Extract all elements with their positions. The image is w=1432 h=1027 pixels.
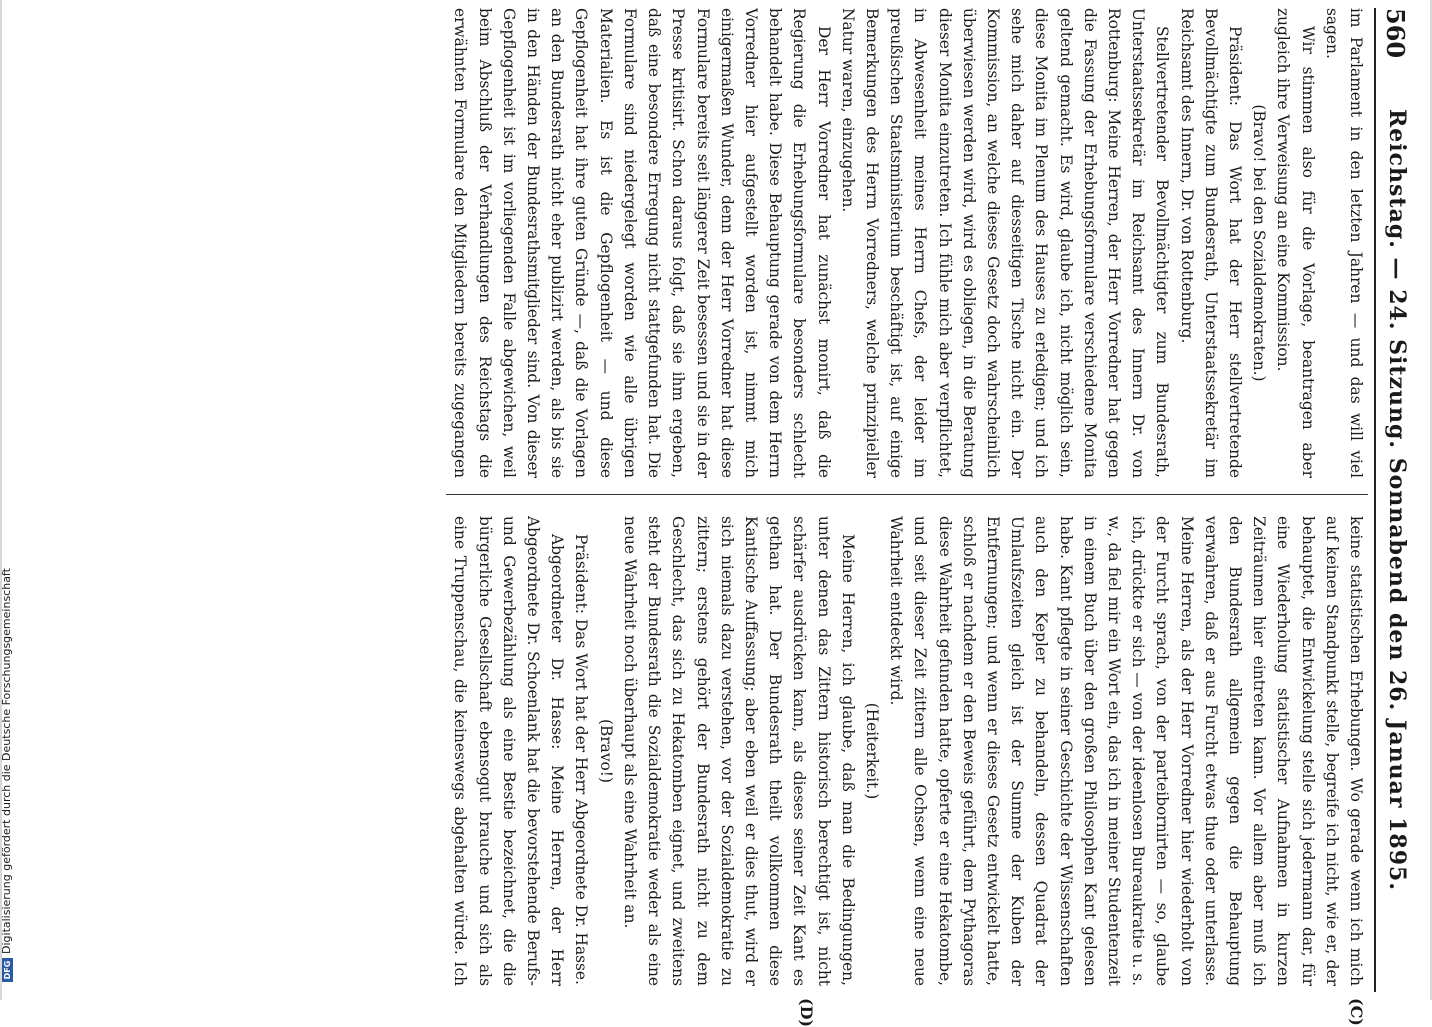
page-number: 560	[1381, 8, 1410, 59]
right-text-column	[446, 516, 1368, 986]
digitization-footer	[0, 568, 13, 982]
header-rule	[1374, 8, 1376, 992]
left-text-column	[446, 8, 1368, 478]
paragraph: Präsident: Das Wort hat der Herr Abgeordnete Dr. Hasse.	[572, 534, 591, 985]
paragraph: im Parlament in den letzten Jahren — und das will viel sagen.	[1322, 8, 1365, 478]
margin-marker-d: (D)	[797, 998, 816, 1027]
footer-text: Digitalisierung gefördert durch die Deutsche Forschungsgemeinschaft	[0, 568, 13, 954]
stage-direction: (Bravo!)	[596, 719, 615, 783]
margin-marker-b	[797, 0, 816, 1]
margin-marker-c: (C)	[1347, 998, 1366, 1026]
paragraph: Präsident: Das Wort hat der Herr stellvertretende Bevollmächtigte zum Bundesrath, Unterstaatssekretär im Reichsamt des Innern, Dr. von Rottenburg.	[1177, 8, 1244, 478]
paragraph: Der Herr Vorredner hat zunächst monirt, daß die Regierung die Erhebungsformulare besonders schlecht behandelt habe. Diese Behauptung gerade von dem Herrn Vorredner hier aufgestellt worden ist, nimmt mich einigermaßen Wunder, denn der Herr Vorredner hat diese Formulare bereits seit längerer Zeit besessen und sie in der Presse kritisirt. Schon daraus folgt, daß sie ihm ergeben, daß eine besondere Erregung nicht stattgefunden hat. Die Formulare sind niedergelegt worden wie alle übrigen Materialien. Es ist die Gepflogenheit — und diese Gepflogenheit hat ihre guten Gründe —, daß die Vorlagen an den Bundesrath nicht eher publizirt werden, als bis sie in den Händen der Bundesrathsmitglieder sind. Von dieser Gepflogenheit ist im vorliegenden Falle abgewichen, weil beim Abschluß der Verhandlungen des Reichstags die erwähnten Formulare den Mitgliedern bereits zugegangen	[451, 8, 833, 478]
column-divider	[446, 494, 1368, 495]
paragraph: Stellvertretender Bevollmächtigter zum Bundesrath, Unterstaatssekretär im Reichsamt des Innern Dr. von Rottenburg: Meine Herren, der Herr Vorredner hat gegen die Fassung der Erhebungsformulare verschiedene Monita geltend gemacht. Es wird, glaube ich, nicht möglich sein, diese Monita im Plenum des Hauses zu erledigen; und ich sehe mich daher auf diesseitigen Tische nicht ein. Der Kommission, an welche dieses Gesetz doch wahrscheinlich überwiesen werden wird, wird es obliegen, in die Beratung dieser Monita einzutreten. Ich fühle mich aber verpflichtet, in Abwesenheit meines Herrn Chefs, der leider im preußischen Staatsministerium beschäftigt ist, auf einige Bemerkungen des Herrn Vorredners, welche prinzipieller Natur waren, einzugehen.	[838, 8, 1172, 478]
paragraph: Wir stimmen also für die Vorlage, beantragen aber zugleich ihre Verweisung an eine Kommission.	[1274, 8, 1317, 478]
dfg-logo-icon: DFG	[2, 958, 13, 982]
paragraph: Abgeordneter Dr. Hasse: Meine Herren, der Herr Abgeordnete Dr. Schoenlank hat die bevorstehende Berufs- und Gewerbezählung als eine Bestie bezeichnet, die die bürgerliche Gesellschaft ebensogut brauche und sich als eine Truppenschau, die keineswegs abgehalten würde. Ich	[451, 516, 567, 986]
rotated-page-content	[8, 8, 1416, 1027]
stage-direction: (Heiterkeit.)	[862, 702, 881, 800]
stage-direction: (Bravo! bei den Sozialdemokraten.)	[1250, 104, 1269, 382]
page-header	[1372, 8, 1416, 992]
paragraph: Meine Herren, ich glaube, daß man die Bedingungen, unter denen das Zittern historisch berechtigt ist, nicht schärfer ausdrücken kann, als dieses seiner Zeit Kant es gethan hat. Der Bundesrath theilt vollkommen diese Kantische Auffassung; aber eben weil er dies thut, wird er sich niemals dazu verstehen, vor der Sozialdemokratie zu zittern; erstens gehört der Bundesrath nicht zu dem Geschlecht, das sich zu Hekatomben eignet, und zweitens steht der Bundesrath die Sozialdemokratie weder als eine neue Wahrheit noch überhaupt als eine Wahrheit an.	[620, 516, 857, 986]
paragraph: keine statistischen Erhebungen. Wo gerade wenn ich mich auf keinen Standpunkt stelle, begreife ich nicht, wie er, der behauptet, die Entwickelung stelle sich jedermann dar, für eine Wiederholung statistischer Aufnahmen in kurzen Zeiträumen hier eintreten kann. Vor allem aber muß ich den Bundesrath allgemein gegen die Behauptung verwahren, daß er aus Furcht etwas thue oder unterlasse. Meine Herren, als der Herr Vorredner hier wiederholt von der Furcht sprach, von der parteibornirten — so, glaube ich, drückte er sich — von der ideenlosen Bureaukratie u. s. w., da fiel mir ein Wort ein, das ich in meiner Studentenzeit in einem Buch über den großen Philosophen Kant gelesen habe. Kant pflegte in seiner Geschichte der Wissenschaften auch den Kepler zu behandeln, dessen Quadrat der Umlaufszeiten gleich ist der Summe der Kuben der Entfernungen; und wenn er dieses Gesetz entwickelt hatte, schloß er nachdem er den Beweis geführt, dem Pythagoras diese Wahrheit gefunden hatte, opferte er eine Hekatombe, und seit dieser Zeit zittern alle Ochsen, wenn eine neue Wahrheit entdeckt wird.	[887, 516, 1365, 986]
running-title: Reichstag. — 24. Sitzung. Sonnabend den 26. Januar 1895.	[1384, 109, 1410, 891]
